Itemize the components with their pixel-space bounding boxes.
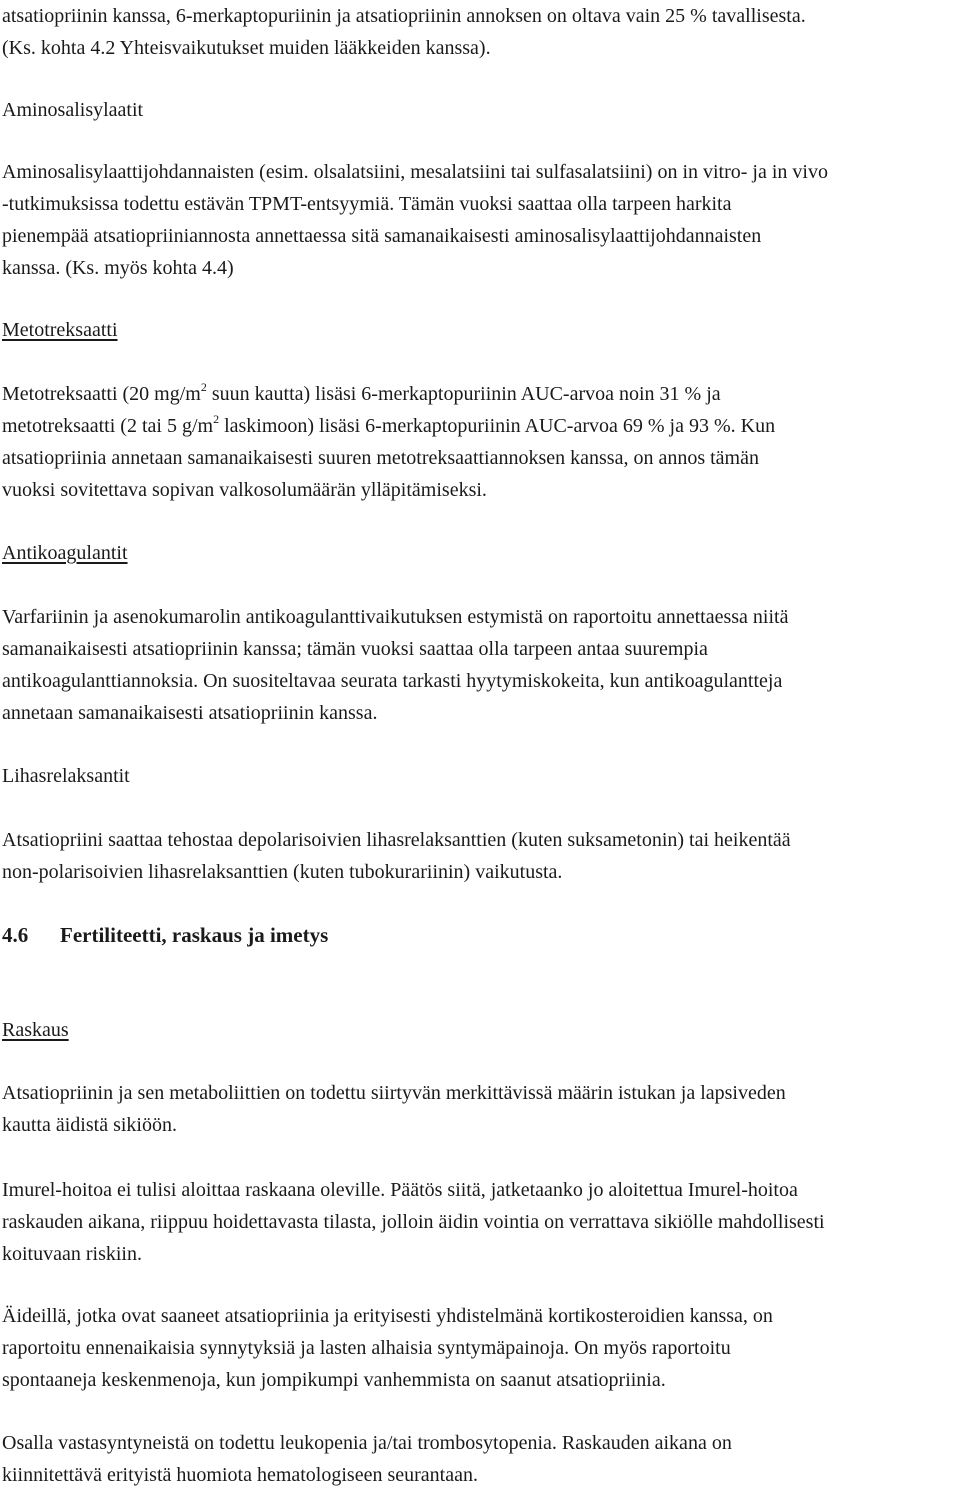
body-text-line: Atsatiopriini saattaa tehostaa depolarisoivien lihasrelaksanttien (kuten suksametonin) tai heikentää (2, 829, 791, 851)
body-text-line: -tutkimuksissa todettu estävän TPMT-entsyymiä. Tämän vuoksi saattaa olla tarpeen harkita (2, 193, 732, 215)
subheading-lihasrelaksantit: Lihasrelaksantit (2, 765, 130, 787)
body-text-line: raportoitu ennenaikaisia synnytyksiä ja lasten alhaisia syntymäpainoja. On myös raportoitu (2, 1337, 731, 1359)
subheading-raskaus: Raskaus (2, 1019, 69, 1041)
body-text-line: Atsatiopriinin ja sen metaboliittien on todettu siirtyvän merkittävissä määrin istukan ja lapsiveden (2, 1082, 786, 1104)
body-text-line: non-polarisoivien lihasrelaksanttien (kuten tubokurariinin) vaikutusta. (2, 861, 563, 883)
body-text-line: kiinnitettävä erityistä huomiota hematologiseen seurantaan. (2, 1464, 478, 1486)
body-text-line: koituvaan riskiin. (2, 1243, 142, 1265)
body-text-line: kautta äidistä sikiöön. (2, 1114, 177, 1136)
body-text-line: Imurel-hoitoa ei tulisi aloittaa raskaana oleville. Päätös siitä, jatketaanko jo aloitettua Imurel-hoitoa (2, 1179, 798, 1201)
body-text-line (2, 378, 721, 410)
body-text-line: Varfariinin ja asenokumarolin antikoagulanttivaikutuksen estymistä on raportoitu annettaessa niitä (2, 606, 789, 628)
body-text-line (2, 410, 775, 442)
subheading-antikoagulantit: Antikoagulantit (2, 542, 128, 564)
superscript: 2 (200, 380, 207, 394)
superscript: 2 (213, 412, 220, 426)
body-text-line: annetaan samanaikaisesti atsatiopriinin kanssa. (2, 702, 378, 724)
body-text-line: vuoksi sovitettava sopivan valkosolumäärän ylläpitämiseksi. (2, 479, 487, 501)
section-number: 4.6 (2, 923, 29, 947)
body-text-line: atsatiopriinia annetaan samanaikaisesti suuren metotreksaattiannoksen kanssa, on annos tämän (2, 447, 759, 469)
body-text-line: Aminosalisylaattijohdannaisten (esim. olsalatsiini, mesalatsiini tai sulfasalatsiini) on in vitro- ja in vivo (2, 161, 828, 183)
subheading-aminosalisylaatit: Aminosalisylaatit (2, 99, 144, 121)
section-title: Fertiliteetti, raskaus ja imetys (60, 923, 329, 947)
body-text-line: atsatiopriinin kanssa, 6-merkaptopuriinin ja atsatiopriinin annoksen on oltava vain 25 % tavallisesta. (2, 5, 806, 27)
text-run: metotreksaatti (2 tai 5 g/m (2, 415, 214, 437)
body-text-line: spontaaneja keskenmenoja, kun jompikumpi vanhemmista on saanut atsatiopriinia. (2, 1369, 666, 1391)
body-text-line: Osalla vastasyntyneistä on todettu leukopenia ja/tai trombosytopenia. Raskauden aikana on (2, 1432, 732, 1454)
section-heading (2, 919, 328, 951)
body-text-line: (Ks. kohta 4.2 Yhteisvaikutukset muiden lääkkeiden kanssa). (2, 37, 491, 59)
body-text-line: Äideillä, jotka ovat saaneet atsatiopriinia ja erityisesti yhdistelmänä kortikosteroidien kanssa, on (2, 1305, 773, 1327)
body-text-line: samanaikaisesti atsatiopriinin kanssa; tämän vuoksi saattaa olla tarpeen antaa suurempia (2, 638, 708, 660)
body-text-line: antikoagulanttiannoksia. On suositeltavaa seurata tarkasti hyytymiskokeita, kun antikoagulantteja (2, 670, 783, 692)
text-run: Metotreksaatti (20 mg/m (2, 383, 201, 405)
subheading-metotreksaatti: Metotreksaatti (2, 319, 118, 341)
body-text-line: pienempää atsatiopriiniannosta annettaessa sitä samanaikaisesti aminosalisylaattijohdannaisten (2, 225, 762, 247)
text-run: laskimoon) lisäsi 6-merkaptopuriinin AUC-arvoa 69 % ja 93 %. Kun (219, 415, 776, 437)
body-text-line: kanssa. (Ks. myös kohta 4.4) (2, 257, 234, 279)
text-run: suun kautta) lisäsi 6-merkaptopuriinin AUC-arvoa noin 31 % ja (206, 383, 721, 405)
body-text-line: raskauden aikana, riippuu hoidettavasta tilasta, jolloin äidin vointia on verrattava sikiölle mahdollisesti (2, 1211, 825, 1233)
